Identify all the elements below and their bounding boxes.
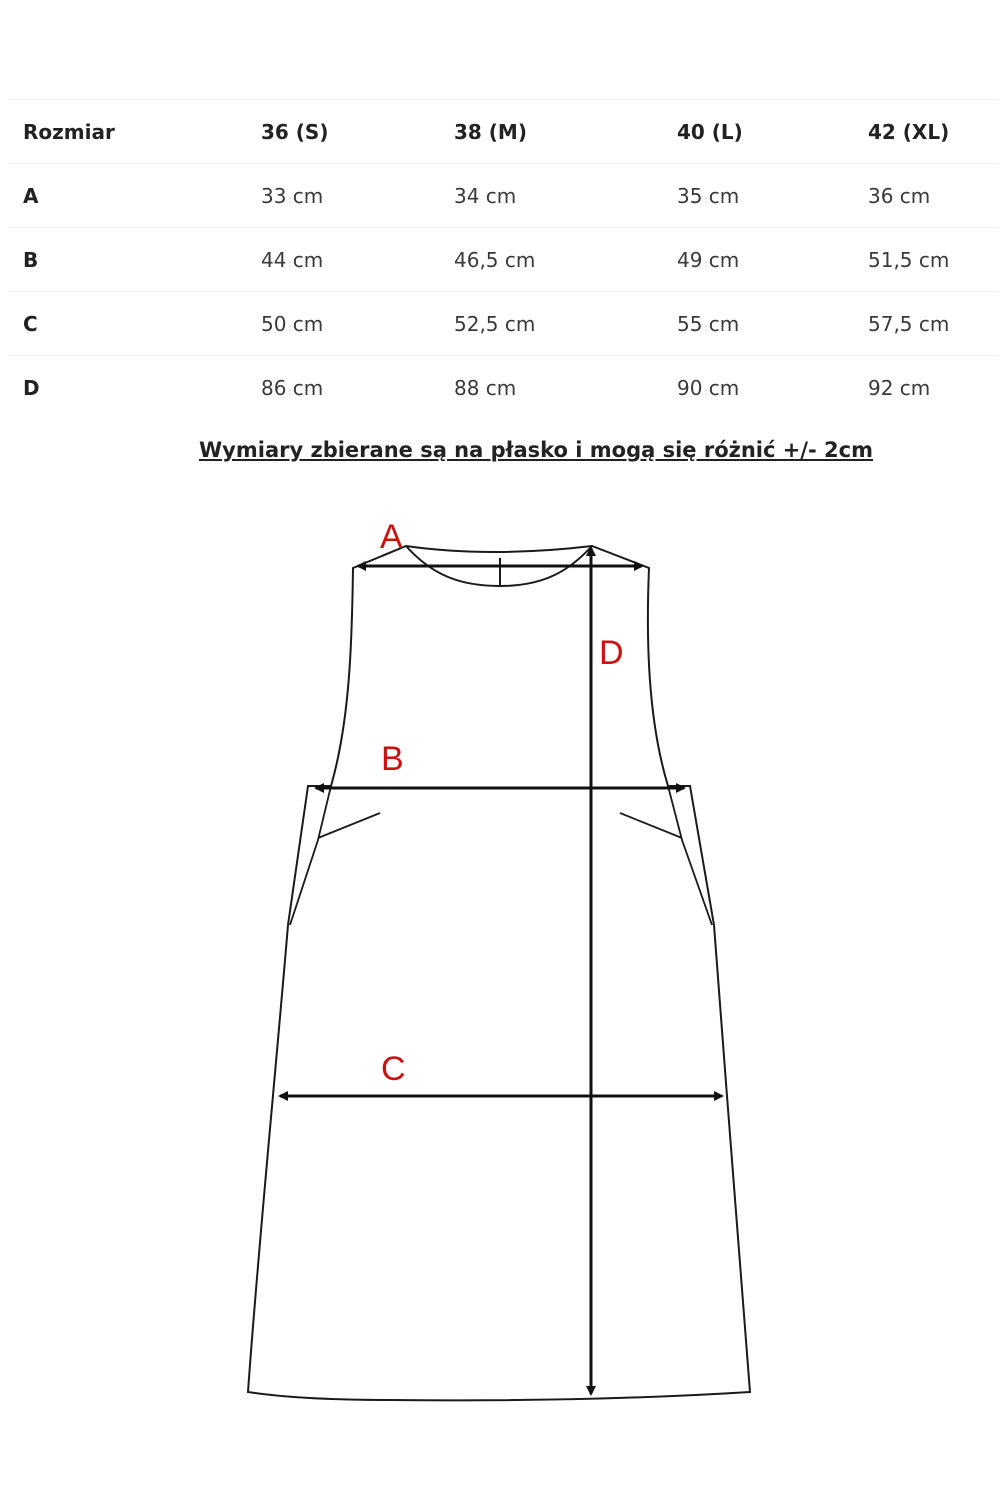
table-cell: 36 cm — [868, 164, 998, 228]
left-dart — [318, 813, 380, 838]
label-c: C — [381, 1050, 406, 1088]
header-cell: 40 (L) — [677, 100, 868, 164]
table-cell: 49 cm — [677, 228, 868, 292]
table-cell: 34 cm — [454, 164, 677, 228]
header-cell: Rozmiar — [8, 100, 261, 164]
table-cell: 50 cm — [261, 292, 454, 356]
header-cell: 36 (S) — [261, 100, 454, 164]
table-cell: 51,5 cm — [868, 228, 998, 292]
label-b: B — [381, 740, 404, 778]
table-cell: 88 cm — [454, 356, 677, 420]
header-cell: 42 (XL) — [868, 100, 998, 164]
row-label: A — [8, 164, 261, 228]
right-armhole-detail — [668, 786, 712, 925]
table-cell: 46,5 cm — [454, 228, 677, 292]
row-label: C — [8, 292, 261, 356]
label-a: A — [380, 518, 403, 556]
header-cell: 38 (M) — [454, 100, 677, 164]
label-d: D — [599, 634, 624, 672]
row-label: D — [8, 356, 261, 420]
table-cell: 90 cm — [677, 356, 868, 420]
left-armhole-detail — [290, 786, 331, 925]
table-cell: 52,5 cm — [454, 292, 677, 356]
table-cell: 55 cm — [677, 292, 868, 356]
table-cell: 86 cm — [261, 356, 454, 420]
row-label: B — [8, 228, 261, 292]
table-cell: 57,5 cm — [868, 292, 998, 356]
measurement-note: Wymiary zbierane są na płasko i mogą się różnić +/- 2cm — [199, 438, 873, 462]
table-cell: 33 cm — [261, 164, 454, 228]
right-dart — [620, 813, 682, 838]
dress-outline — [248, 546, 750, 1400]
table-cell: 44 cm — [261, 228, 454, 292]
table-cell: 35 cm — [677, 164, 868, 228]
table-cell: 92 cm — [868, 356, 998, 420]
